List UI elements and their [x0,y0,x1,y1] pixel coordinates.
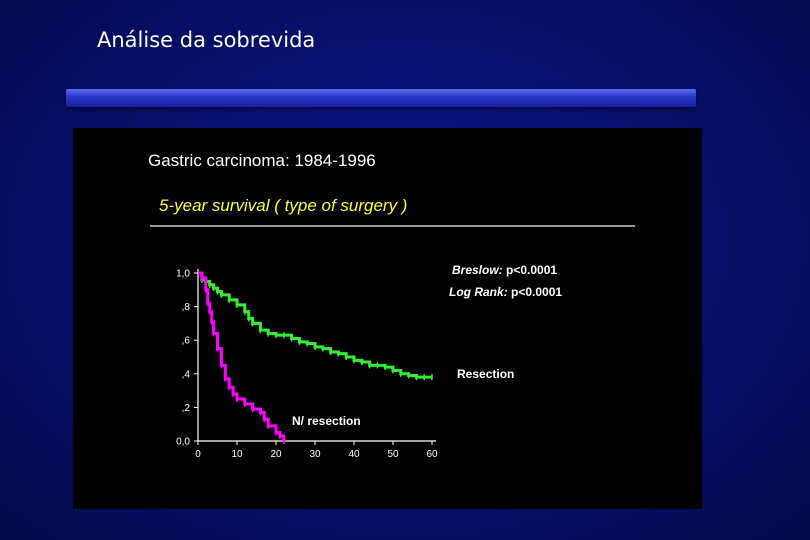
y-tick-label: ,8 [181,302,190,314]
survival-chart [73,128,702,509]
series-line-resection [198,273,432,377]
stat-breslow-value: p<0.0001 [506,263,558,277]
x-tick-label: 50 [387,449,399,460]
y-tick-label: ,4 [181,369,190,381]
series-line-no-resection [198,273,284,441]
title-divider-bar [66,89,696,107]
x-tick-label: 20 [270,449,282,460]
x-tick-label: 10 [231,449,243,460]
stat-logrank-value: p<0.0001 [511,285,563,299]
y-tick-label: 1,0 [176,268,190,280]
slide-title: Análise da sobrevida [97,28,316,52]
stat-breslow [452,263,557,277]
y-tick-label: ,6 [181,335,190,347]
x-tick-label: 30 [309,449,321,460]
y-tick-label: ,2 [181,402,190,414]
chart-panel [73,128,702,509]
x-tick-label: 40 [348,449,360,460]
stat-logrank-label: Log Rank: [449,285,508,299]
chart-axes [176,269,438,461]
stat-breslow-label: Breslow: [452,263,503,277]
y-tick-label: 0,0 [176,436,190,448]
x-tick-label: 60 [426,449,438,460]
x-tick-label: 0 [195,449,201,460]
series-labels [292,367,514,428]
series-label-no-resection: N/ resection [292,414,361,428]
chart-subtitle: 5-year survival ( type of surgery ) [159,196,408,215]
series-label-resection: Resection [457,367,515,381]
stat-logrank [449,285,562,299]
chart-title: Gastric carcinoma: 1984-1996 [148,151,376,170]
